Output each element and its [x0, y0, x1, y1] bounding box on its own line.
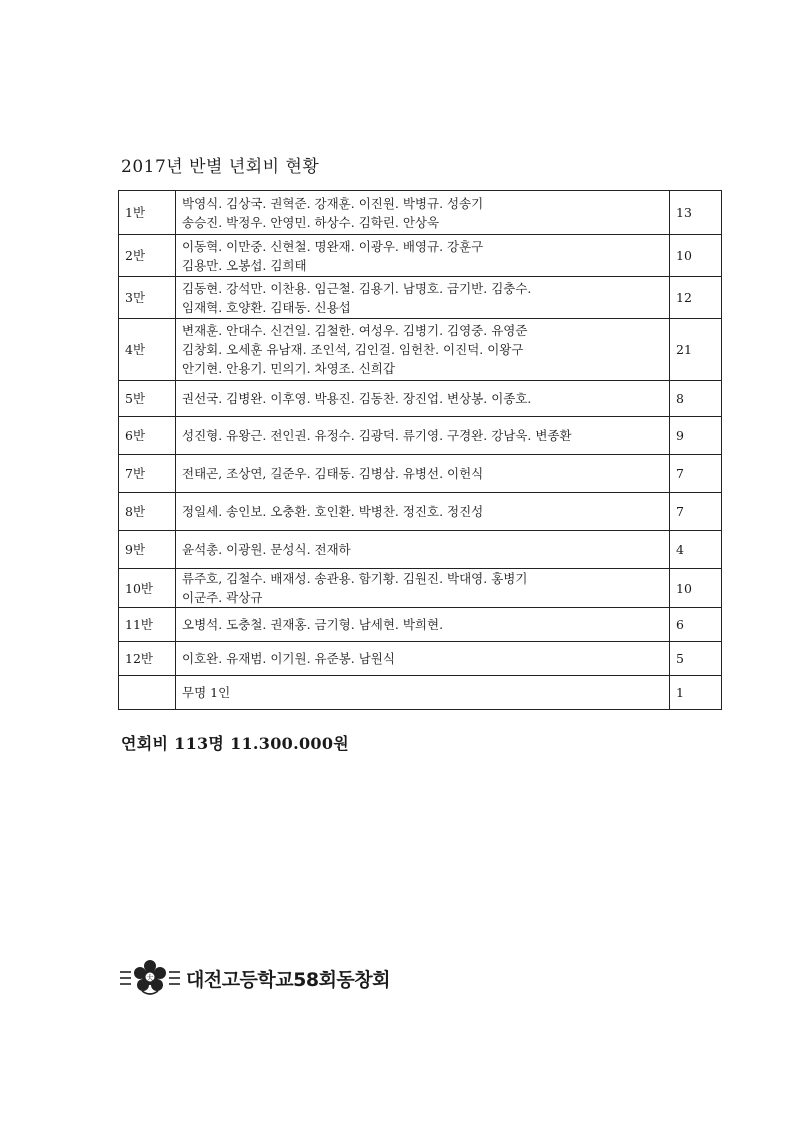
count-cell: 7	[670, 455, 722, 493]
class-cell: 5반	[119, 381, 176, 417]
count-cell: 10	[670, 569, 722, 608]
count-cell: 9	[670, 417, 722, 455]
names-line: 권선국. 김병완. 이후영. 박용진. 김동찬. 장진업. 변상봉. 이종호.	[182, 391, 532, 406]
names-cell	[176, 642, 670, 676]
table-row	[119, 493, 722, 531]
names-line: 오병석. 도충철. 권재홍. 금기형. 남세현. 박희현.	[182, 617, 444, 632]
class-cell: 3만	[119, 277, 176, 319]
table-row	[119, 277, 722, 319]
names-cell	[176, 608, 670, 642]
names-line: 임재혁. 호양환. 김태동. 신용섭	[182, 299, 351, 315]
count-cell: 7	[670, 493, 722, 531]
names-cell	[176, 381, 670, 417]
school-emblem-icon	[118, 958, 182, 998]
names-line: 김창회. 오세훈 유남재. 조인석, 김인걸. 임헌찬. 이진덕. 이왕구	[182, 342, 524, 357]
class-cell	[119, 676, 176, 710]
table-row	[119, 455, 722, 493]
names-line: 전태곤, 조상연, 길준우. 김태동. 김병삼. 유병선. 이헌식	[182, 466, 484, 481]
table-row	[119, 676, 722, 710]
class-cell: 1반	[119, 191, 176, 235]
names-cell	[176, 319, 670, 381]
class-cell: 8반	[119, 493, 176, 531]
class-cell: 2반	[119, 235, 176, 277]
names-line: 송승진. 박정우. 안영민. 하상수. 김학린. 안상욱	[182, 214, 440, 230]
svg-text:大: 大	[146, 974, 154, 982]
names-cell	[176, 277, 670, 319]
count-cell: 8	[670, 381, 722, 417]
names-line: 윤석총. 이광원. 문성식. 전재하	[182, 542, 351, 557]
count-cell: 21	[670, 319, 722, 381]
footer-org-name: 대전고등학교58회동창회	[186, 968, 390, 991]
total-summary: 연회비 113명 11.300.000원	[121, 734, 350, 753]
count-cell: 1	[670, 676, 722, 710]
names-line: 무명 1인	[182, 685, 231, 700]
table-row	[119, 608, 722, 642]
table-row	[119, 191, 722, 235]
count-cell: 13	[670, 191, 722, 235]
names-line: 이동혁. 이만중. 신현철. 명완재. 이광우. 배영규. 강훈구	[182, 238, 484, 254]
names-line: 김동현. 강석만. 이찬용. 임근철. 김용기. 남명호. 금기반. 김충수.	[182, 280, 532, 296]
names-cell	[176, 531, 670, 569]
class-cell: 9반	[119, 531, 176, 569]
table-row	[119, 381, 722, 417]
names-line: 류주호, 김철수. 배재성. 송관용. 함기황. 김원진. 박대영. 홍병기	[182, 571, 528, 586]
names-line: 안기현. 안용기. 민의기. 차영조. 신희갑	[182, 361, 395, 376]
names-cell	[176, 417, 670, 455]
names-cell	[176, 191, 670, 235]
names-cell	[176, 569, 670, 608]
count-cell: 12	[670, 277, 722, 319]
table-row	[119, 642, 722, 676]
names-cell	[176, 676, 670, 710]
count-cell: 5	[670, 642, 722, 676]
names-cell	[176, 455, 670, 493]
class-cell: 10반	[119, 569, 176, 608]
table-row	[119, 319, 722, 381]
names-line: 정일세. 송인보. 오충환. 호인환. 박병찬. 정진호. 정진성	[182, 504, 484, 519]
names-line: 박영식. 김상국. 권혁준. 강재훈. 이진원. 박병규. 성송기	[182, 195, 484, 211]
names-line: 이군주. 곽상규	[182, 590, 263, 605]
table-row	[119, 531, 722, 569]
dues-table	[118, 190, 722, 710]
names-line: 성진형. 유왕근. 전인권. 유정수. 김광덕. 류기영. 구경완. 강남욱. 변종환	[182, 428, 572, 443]
names-line: 이호완. 유재범. 이기원. 유준봉. 남원식	[182, 651, 395, 666]
names-cell	[176, 235, 670, 277]
class-cell: 12반	[119, 642, 176, 676]
table-row	[119, 569, 722, 608]
class-cell: 4반	[119, 319, 176, 381]
count-cell: 10	[670, 235, 722, 277]
names-line: 변재훈. 안대수. 신건일. 김철한. 여성우. 김병기. 김영중. 유영준	[182, 323, 528, 338]
names-line: 김용만. 오봉섭. 김희태	[182, 257, 307, 273]
count-cell: 4	[670, 531, 722, 569]
count-cell: 6	[670, 608, 722, 642]
table-row	[119, 235, 722, 277]
class-cell: 6반	[119, 417, 176, 455]
footer-signature	[118, 958, 390, 998]
table-row	[119, 417, 722, 455]
class-cell: 7반	[119, 455, 176, 493]
class-cell: 11반	[119, 608, 176, 642]
page-title: 2017년 반별 년회비 현황	[121, 157, 320, 177]
names-cell	[176, 493, 670, 531]
